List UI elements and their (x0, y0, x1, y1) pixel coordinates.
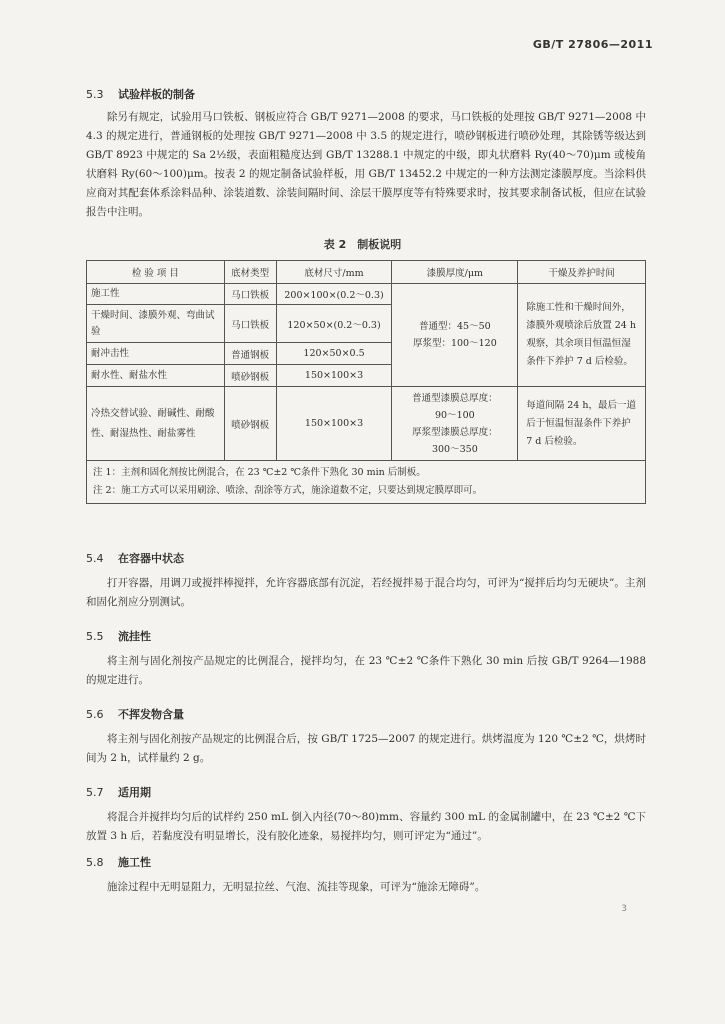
thickness-cell-b: 普通型漆膜总厚度： 90～100 厚浆型漆膜总厚度： 300～350 (392, 387, 518, 461)
table-header-row (87, 261, 646, 284)
thickness-cell-a: 普通型：45～50 厚浆型：100～120 (392, 284, 518, 387)
table-note-1: 注 1：主剂和固化剂按比例混合，在 23 ℃±2 ℃条件下熟化 30 min 后制板。 (93, 467, 426, 478)
header-thickness: 漆膜厚度/μm (392, 261, 518, 284)
table-note-2: 注 2：施工方式可以采用刷涂、喷涂、刮涂等方式，施涂道数不定，只要达到规定膜厚即可。 (93, 485, 483, 496)
section-text-5-4: 打开容器，用调刀或搅拌棒搅拌，允许容器底部有沉淀，若经搅拌易于混合均匀，可评为“搅拌后均匀无硬块”。主剂和固化剂应分别测试。 (86, 577, 646, 608)
drying-cell-b: 每道间隔 24 h，最后一道后于恒温恒湿条件下养护 7 d 后检验。 (518, 387, 646, 461)
table-row: 耐水性、耐盐水性 喷砂钢板 150×100×3 (87, 365, 646, 387)
section-text-5-6: 将主剂与固化剂按产品规定的比例混合后，按 GB/T 1725—2007 的规定进行。烘烤温度为 120 ℃±2 ℃，烘烤时间为 2 h，试样量约 2 g。 (86, 733, 646, 764)
table-row: 施工性 马口铁板 200×100×(0.2～0.3) 普通型：45～50 厚浆型：100～120 除施工性和干燥时间外，漆膜外观喷涂后放置 24 h 观察，其余项目恒温恒湿条件下养护 7 d 后检验。 (87, 284, 646, 305)
header-substrate: 底材类型 (224, 261, 276, 284)
section-heading-5-7: 5.7 适用期 (86, 786, 151, 799)
standard-code: GB/T 27806—2011 (532, 38, 653, 51)
table-row: 冷热交替试验、耐碱性、耐酸性、耐湿热性、耐盐雾性 喷砂钢板 150×100×3 普通型漆膜总厚度： 90～100 厚浆型漆膜总厚度： 300～350 每道间隔 24 h，最后一道后于恒温恒湿条件下养护 7 d 后检验。 (87, 387, 646, 461)
table-notes-row (87, 461, 646, 504)
drying-cell-a: 除施工性和干燥时间外，漆膜外观喷涂后放置 24 h 观察，其余项目恒温恒湿条件下养护 7 d 后检验。 (518, 284, 646, 387)
section-text-5-7: 将混合并搅拌均匀后的试样约 250 mL 倒入内径(70～80)mm、容量约 300 mL 的金属制罐中，在 23 ℃±2 ℃下放置 3 h 后，若黏度没有明显增长，没有胶化迹象，易搅拌均匀，则可评定为“通过”。 (86, 811, 646, 842)
board-preparation-table (86, 260, 646, 504)
section-heading-5-8: 5.8 施工性 (86, 856, 151, 869)
table-row: 干燥时间、漆膜外观、弯曲试验 马口铁板 120×50×(0.2～0.3) (87, 305, 646, 343)
section-text-5-5: 将主剂与固化剂按产品规定的比例混合，搅拌均匀，在 23 ℃±2 ℃条件下熟化 30 min 后按 GB/T 9264—1988 的规定进行。 (86, 655, 646, 686)
section-heading-5-5: 5.5 流挂性 (86, 630, 151, 643)
section-text-5-8: 施涂过程中无明显阻力，无明显拉丝、气泡、流挂等现象，可评为“施涂无障碍”。 (107, 881, 486, 893)
section-heading-5-6: 5.6 不挥发物含量 (86, 708, 184, 721)
section-text-5-3: 除另有规定，试验用马口铁板、钢板应符合 GB/T 9271—2008 的要求，马口铁板的处理按 GB/T 9271—2008 中 4.3 的规定进行，普通钢板的处理按 GB/T 9271—2008 中 3.5 的规定进行，喷砂钢板进行喷砂处理，其除锈等级达到 GB/T 8923 中规定的 Sa 2½级，表面粗糙度达到 GB/T 13288.1 中规定的中级，即丸状磨料 Ry(40～70)μm 或棱角状磨料 Ry(60～100)μm。按表 2 的规定制备试验样板，用 GB/T 13452.2 中规定的一种方法测定漆膜厚度。当涂料供应商对其配套体系涂料品种、涂装道数、涂装间隔时间、涂层干膜厚度等有特殊要求时，按其要求制备试板，但应在试验报告中注明。 (86, 111, 646, 218)
header-size: 底材尺寸/mm (276, 261, 392, 284)
section-heading-5-4: 5.4 在容器中状态 (86, 552, 184, 565)
table-title: 表 2 制板说明 (323, 238, 402, 251)
table-row: 耐冲击性 普通钢板 120×50×0.5 (87, 343, 646, 365)
header-item: 检 验 项 目 (87, 261, 225, 284)
page-number: 3 (621, 904, 627, 914)
header-drying: 干燥及养护时间 (518, 261, 646, 284)
section-heading-5-3: 5.3 试验样板的制备 (86, 88, 195, 101)
